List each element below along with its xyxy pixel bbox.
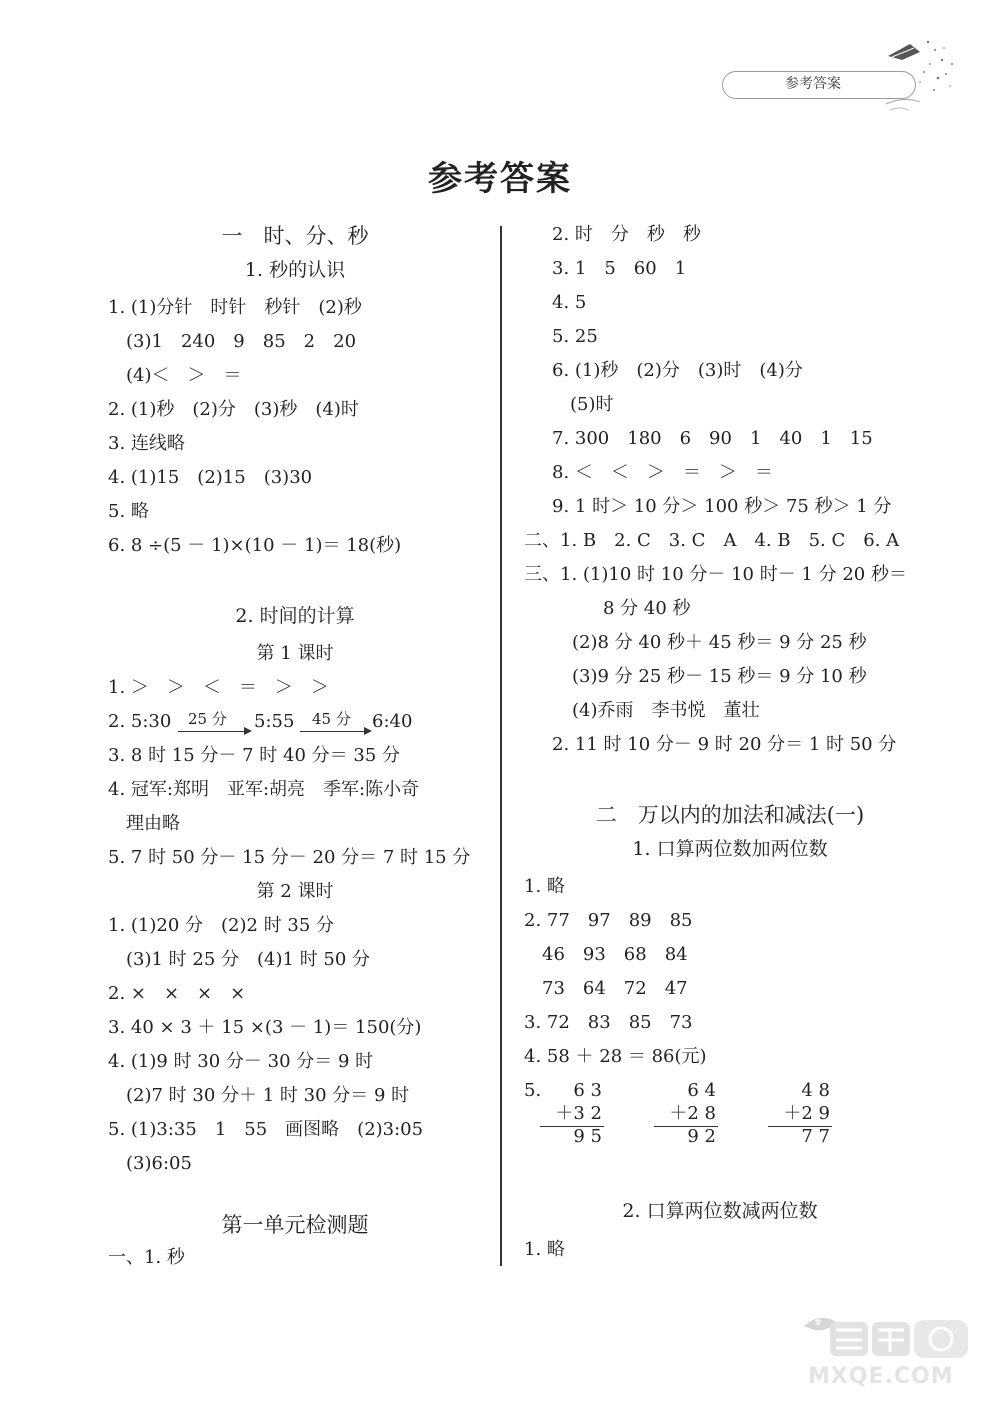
vcalc-result: 9 5 xyxy=(573,1126,602,1147)
right-line: 8 分 40 秒 xyxy=(603,598,691,619)
right-line: (5)时 xyxy=(552,394,614,415)
sec1-line: 4. (1)15 (2)15 (3)30 xyxy=(108,467,313,488)
sec4-title: 2. 口算两位数减两位数 xyxy=(622,1200,818,1222)
test-title: 第一单元检测题 xyxy=(221,1213,369,1237)
right-line: 2. 11 时 10 分－ 9 时 20 分＝ 1 时 50 分 xyxy=(552,734,897,755)
lesson1-line: 4. 冠军:郑明 亚军:胡亮 季军:陈小奇 xyxy=(108,779,420,800)
lesson2-line: (3)1 时 25 分 (4)1 时 50 分 xyxy=(108,949,371,970)
vcalc-result: 9 2 xyxy=(687,1126,716,1147)
sec1-line: 5. 略 xyxy=(108,501,149,522)
lesson2-line: 4. (1)9 时 30 分－ 30 分＝ 9 时 xyxy=(108,1051,374,1072)
header-decoration-icon xyxy=(880,30,960,120)
right-line: 二、1. B 2. C 3. C A 4. B 5. C 6. A xyxy=(524,530,900,551)
sec3-line: 1. 略 xyxy=(524,876,565,897)
right-line: 8. ＜ ＜ ＞ ＝ ＞ ＝ xyxy=(552,462,773,483)
lesson2-line: (3)6:05 xyxy=(108,1153,192,1174)
right-line: 6. (1)秒 (2)分 (3)时 (4)分 xyxy=(552,360,803,381)
vcalc-bottom: ＋3 2 xyxy=(555,1103,602,1124)
arrow-label-1: 25 分 xyxy=(188,710,227,728)
vcalc-bottom: ＋2 8 xyxy=(669,1103,716,1124)
right-line: (3)9 分 25 秒－ 15 秒＝ 9 分 10 秒 xyxy=(572,666,867,687)
sec3-line: 3. 72 83 85 73 xyxy=(524,1012,693,1033)
lesson2-line: 2. × × × × xyxy=(108,983,246,1004)
right-line: 3. 1 5 60 1 xyxy=(552,258,687,279)
watermark-text: MXQE.COM xyxy=(808,1364,954,1389)
arrow-line-prefix: 2. 5:30 xyxy=(108,711,172,732)
arrow-head-icon xyxy=(244,727,252,735)
unit1-title: 一 时、分、秒 xyxy=(221,224,369,248)
arrow-line-mid: 5:55 xyxy=(254,711,295,732)
vcalc-top: 6 3 xyxy=(573,1080,602,1101)
lesson1-line: 理由略 xyxy=(108,813,180,834)
unit2-title: 二 万以内的加法和减法(一) xyxy=(595,803,865,827)
lesson1-line: 3. 8 时 15 分－ 7 时 40 分＝ 35 分 xyxy=(108,745,401,766)
sec1-line: 1. (1)分针 时针 秒针 (2)秒 xyxy=(108,297,362,318)
right-line: 2. 时 分 秒 秒 xyxy=(552,224,701,245)
vertical-calc xyxy=(768,1079,832,1194)
arrow-line-1 xyxy=(178,731,246,732)
watermark-logo xyxy=(800,1306,990,1396)
right-line: 三、1. (1)10 时 10 分－ 10 时－ 1 分 20 秒＝ xyxy=(524,564,907,585)
lesson2-title: 第 2 课时 xyxy=(256,881,334,902)
sec1-line: 3. 连线略 xyxy=(108,433,185,454)
right-line: 9. 1 时＞ 10 分＞ 100 秒＞ 75 秒＞ 1 分 xyxy=(552,496,892,517)
arrow-line-2 xyxy=(300,731,366,732)
sec3-line: 2. 77 97 89 85 xyxy=(524,910,693,931)
header-tab-label: 参考答案 xyxy=(785,76,841,92)
arrow-head-icon xyxy=(364,727,372,735)
lesson2-line: 3. 40 × 3 ＋ 15 ×(3 － 1)＝ 150(分) xyxy=(108,1017,422,1038)
right-line: (2)8 分 40 秒＋ 45 秒＝ 9 分 25 秒 xyxy=(572,632,867,653)
sec3-title: 1. 口算两位数加两位数 xyxy=(632,838,828,860)
sec3-line: 46 93 68 84 xyxy=(524,944,688,965)
sec2-title: 2. 时间的计算 xyxy=(235,605,355,627)
vertical-calc xyxy=(540,1079,604,1194)
test-line: 一、1. 秒 xyxy=(108,1247,185,1268)
vertical-prefix: 5. xyxy=(524,1080,542,1101)
column-divider xyxy=(500,226,502,1266)
vcalc-top: 6 4 xyxy=(687,1080,716,1101)
vertical-calc xyxy=(654,1079,718,1194)
right-line: 7. 300 180 6 90 1 40 1 15 xyxy=(552,428,873,449)
lesson2-line: 5. (1)3:35 1 55 画图略 (2)3:05 xyxy=(108,1119,424,1140)
arrow-line-end: 6:40 xyxy=(372,711,413,732)
lesson1-line: 5. 7 时 50 分－ 15 分－ 20 分＝ 7 时 15 分 xyxy=(108,847,471,868)
sec3-line: 73 64 72 47 xyxy=(524,978,688,999)
lesson1-title: 第 1 课时 xyxy=(256,643,334,664)
vcalc-bottom: ＋2 9 xyxy=(783,1103,830,1124)
sec1-line: (4)＜ ＞ ＝ xyxy=(108,365,242,386)
sec1-line: 6. 8 ÷(5 － 1)×(10 － 1)＝ 18(秒) xyxy=(108,535,402,556)
sec1-line: 2. (1)秒 (2)分 (3)秒 (4)时 xyxy=(108,399,359,420)
right-line: 5. 25 xyxy=(552,326,598,347)
lesson2-line: (2)7 时 30 分＋ 1 时 30 分＝ 9 时 xyxy=(108,1085,410,1106)
right-line: 4. 5 xyxy=(552,292,587,313)
lesson1-line: 1. ＞ ＞ ＜ ＝ ＞ ＞ xyxy=(108,677,329,698)
vcalc-top: 4 8 xyxy=(801,1080,830,1101)
lesson2-line: 1. (1)20 分 (2)2 时 35 分 xyxy=(108,915,335,936)
page-title: 参考答案 xyxy=(428,159,572,199)
sec1-line: (3)1 240 9 85 2 20 xyxy=(108,331,357,352)
sec1-title: 1. 秒的认识 xyxy=(244,259,346,281)
arrow-label-2: 45 分 xyxy=(312,710,351,728)
sec4-line: 1. 略 xyxy=(524,1239,565,1260)
sec3-line: 4. 58 ＋ 28 ＝ 86(元) xyxy=(524,1046,707,1067)
right-line: (4)乔雨 李书悦 董壮 xyxy=(572,700,760,721)
vcalc-result: 7 7 xyxy=(801,1126,830,1147)
